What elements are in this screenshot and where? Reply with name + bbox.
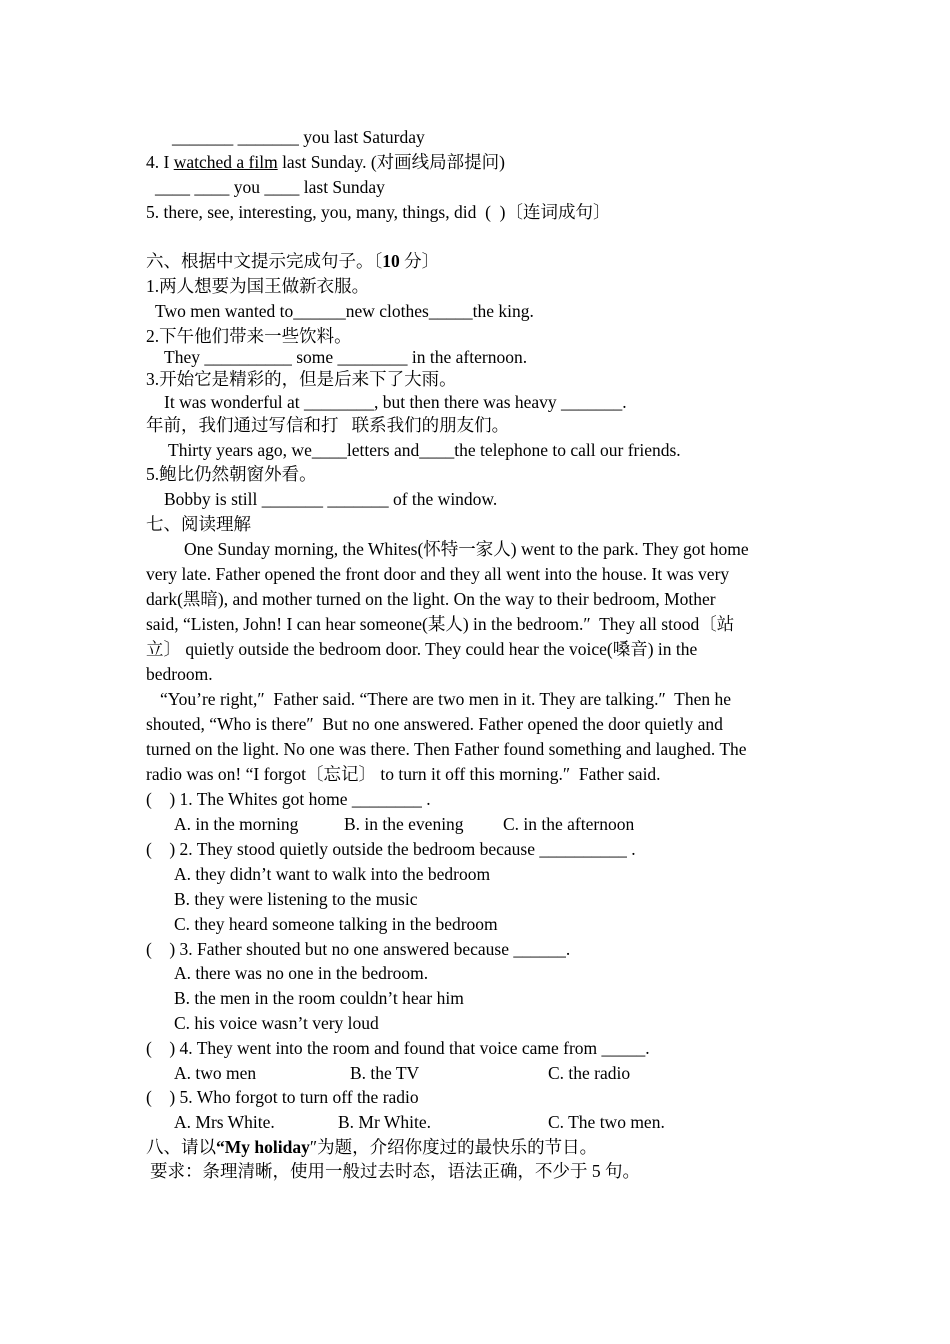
section-8-heading — [146, 1135, 597, 1160]
option-b: B. the men in the room couldn’t hear him — [174, 988, 464, 1008]
passage-line: turned on the light. No one was there. Then Father found something and laughed. The — [146, 739, 747, 759]
option-c: C. his voice wasn’t very loud — [174, 1013, 379, 1033]
option-b: B. the TV — [350, 1063, 420, 1083]
bold-score: 10 — [382, 251, 400, 271]
mc-question-4: ( ) 4. They went into the room and found that voice came from _____. — [146, 1038, 650, 1058]
question-4 — [146, 150, 505, 175]
mc-question-3: ( ) 3. Father shouted but no one answered because ______. — [146, 939, 571, 959]
option-a: A. two men — [174, 1063, 257, 1083]
passage-line: bedroom. — [146, 664, 213, 684]
option-a: A. Mrs White. — [174, 1112, 275, 1132]
text-span: 八、请以 — [146, 1137, 216, 1157]
text-line: It was wonderful at ________, but then there was heavy _______. — [164, 392, 627, 412]
option-a: A. there was no one in the bedroom. — [174, 963, 429, 983]
text-span: 分〕 — [399, 251, 440, 271]
passage-line: shouted, “Who is there″ But no one answered. Father opened the door quietly and — [146, 714, 723, 734]
text-line: _______ _______ you last Saturday — [172, 127, 425, 147]
option-c: C. The two men. — [548, 1112, 665, 1132]
option-b: B. Mr White. — [338, 1112, 432, 1132]
text-span: 4. I — [146, 152, 174, 172]
text-line: Bobby is still _______ _______ of the window. — [164, 489, 498, 509]
question-5: 5. there, see, interesting, you, many, things, did ( )〔连词成句〕 — [146, 202, 611, 222]
option-a: A. they didn’t want to walk into the bedroom — [174, 864, 491, 884]
text-line: Thirty years ago, we____letters and____the telephone to call our friends. — [168, 440, 681, 460]
requirements-line: 要求：条理清晰，使用一般过去时态，语法正确，不少于 5 句。 — [150, 1161, 640, 1181]
text-span: last Sunday. (对画线局部提问) — [277, 152, 506, 172]
text-line: 年前，我们通过写信和打 联系我们的朋友们。 — [146, 415, 510, 435]
option-b: B. in the evening — [344, 814, 464, 834]
text-line: 1.两人想要为国王做新衣服。 — [146, 276, 370, 296]
bold-title: “My holiday — [216, 1137, 310, 1157]
passage-line: very late. Father opened the front door and they all went into the house. It was very — [146, 564, 730, 584]
option-b: B. they were listening to the music — [174, 889, 418, 909]
text-line: ____ ____ you ____ last Sunday — [155, 177, 385, 197]
text-span: ″为题，介绍你度过的最快乐的节日。 — [309, 1137, 598, 1157]
passage-line: dark(黑暗), and mother turned on the light. On the way to their bedroom, Mother — [146, 589, 716, 609]
section-6-heading — [146, 249, 439, 274]
option-c: C. the radio — [548, 1063, 631, 1083]
text-line: 5.鲍比仍然朝窗外看。 — [146, 464, 317, 484]
text-line: They __________ some ________ in the afternoon. — [164, 347, 528, 367]
text-line: Two men wanted to______new clothes_____the king. — [155, 301, 534, 321]
text-line: 2.下午他们带来一些饮料。 — [146, 326, 352, 346]
passage-line: said, “Listen, John! I can hear someone(某人) in the bedroom.″ They all stood〔站 — [146, 614, 735, 634]
underlined-phrase: watched a film — [173, 152, 278, 172]
passage-line: 立〕 quietly outside the bedroom door. They could hear the voice(嗓音) in the — [146, 639, 698, 659]
mc-question-2: ( ) 2. They stood quietly outside the bedroom because __________ . — [146, 839, 636, 859]
option-a: A. in the morning — [174, 814, 299, 834]
text-span: 六、根据中文提示完成句子。〔 — [146, 251, 383, 271]
passage-line: One Sunday morning, the Whites(怀特一家人) went to the park. They got home — [184, 539, 749, 559]
text-line: 3.开始它是精彩的，但是后来下了大雨。 — [146, 369, 457, 389]
passage-line: radio was on! “I forgot〔忘记〕 to turn it off this morning.″ Father said. — [146, 764, 661, 784]
option-c: C. in the afternoon — [503, 814, 635, 834]
option-c: C. they heard someone talking in the bedroom — [174, 914, 498, 934]
passage-line: “You’re right,″ Father said. “There are two men in it. They are talking.″ Then he — [160, 689, 732, 709]
mc-question-1: ( ) 1. The Whites got home ________ . — [146, 789, 431, 809]
mc-question-5: ( ) 5. Who forgot to turn off the radio — [146, 1087, 419, 1107]
section-7-heading: 七、阅读理解 — [146, 514, 251, 534]
